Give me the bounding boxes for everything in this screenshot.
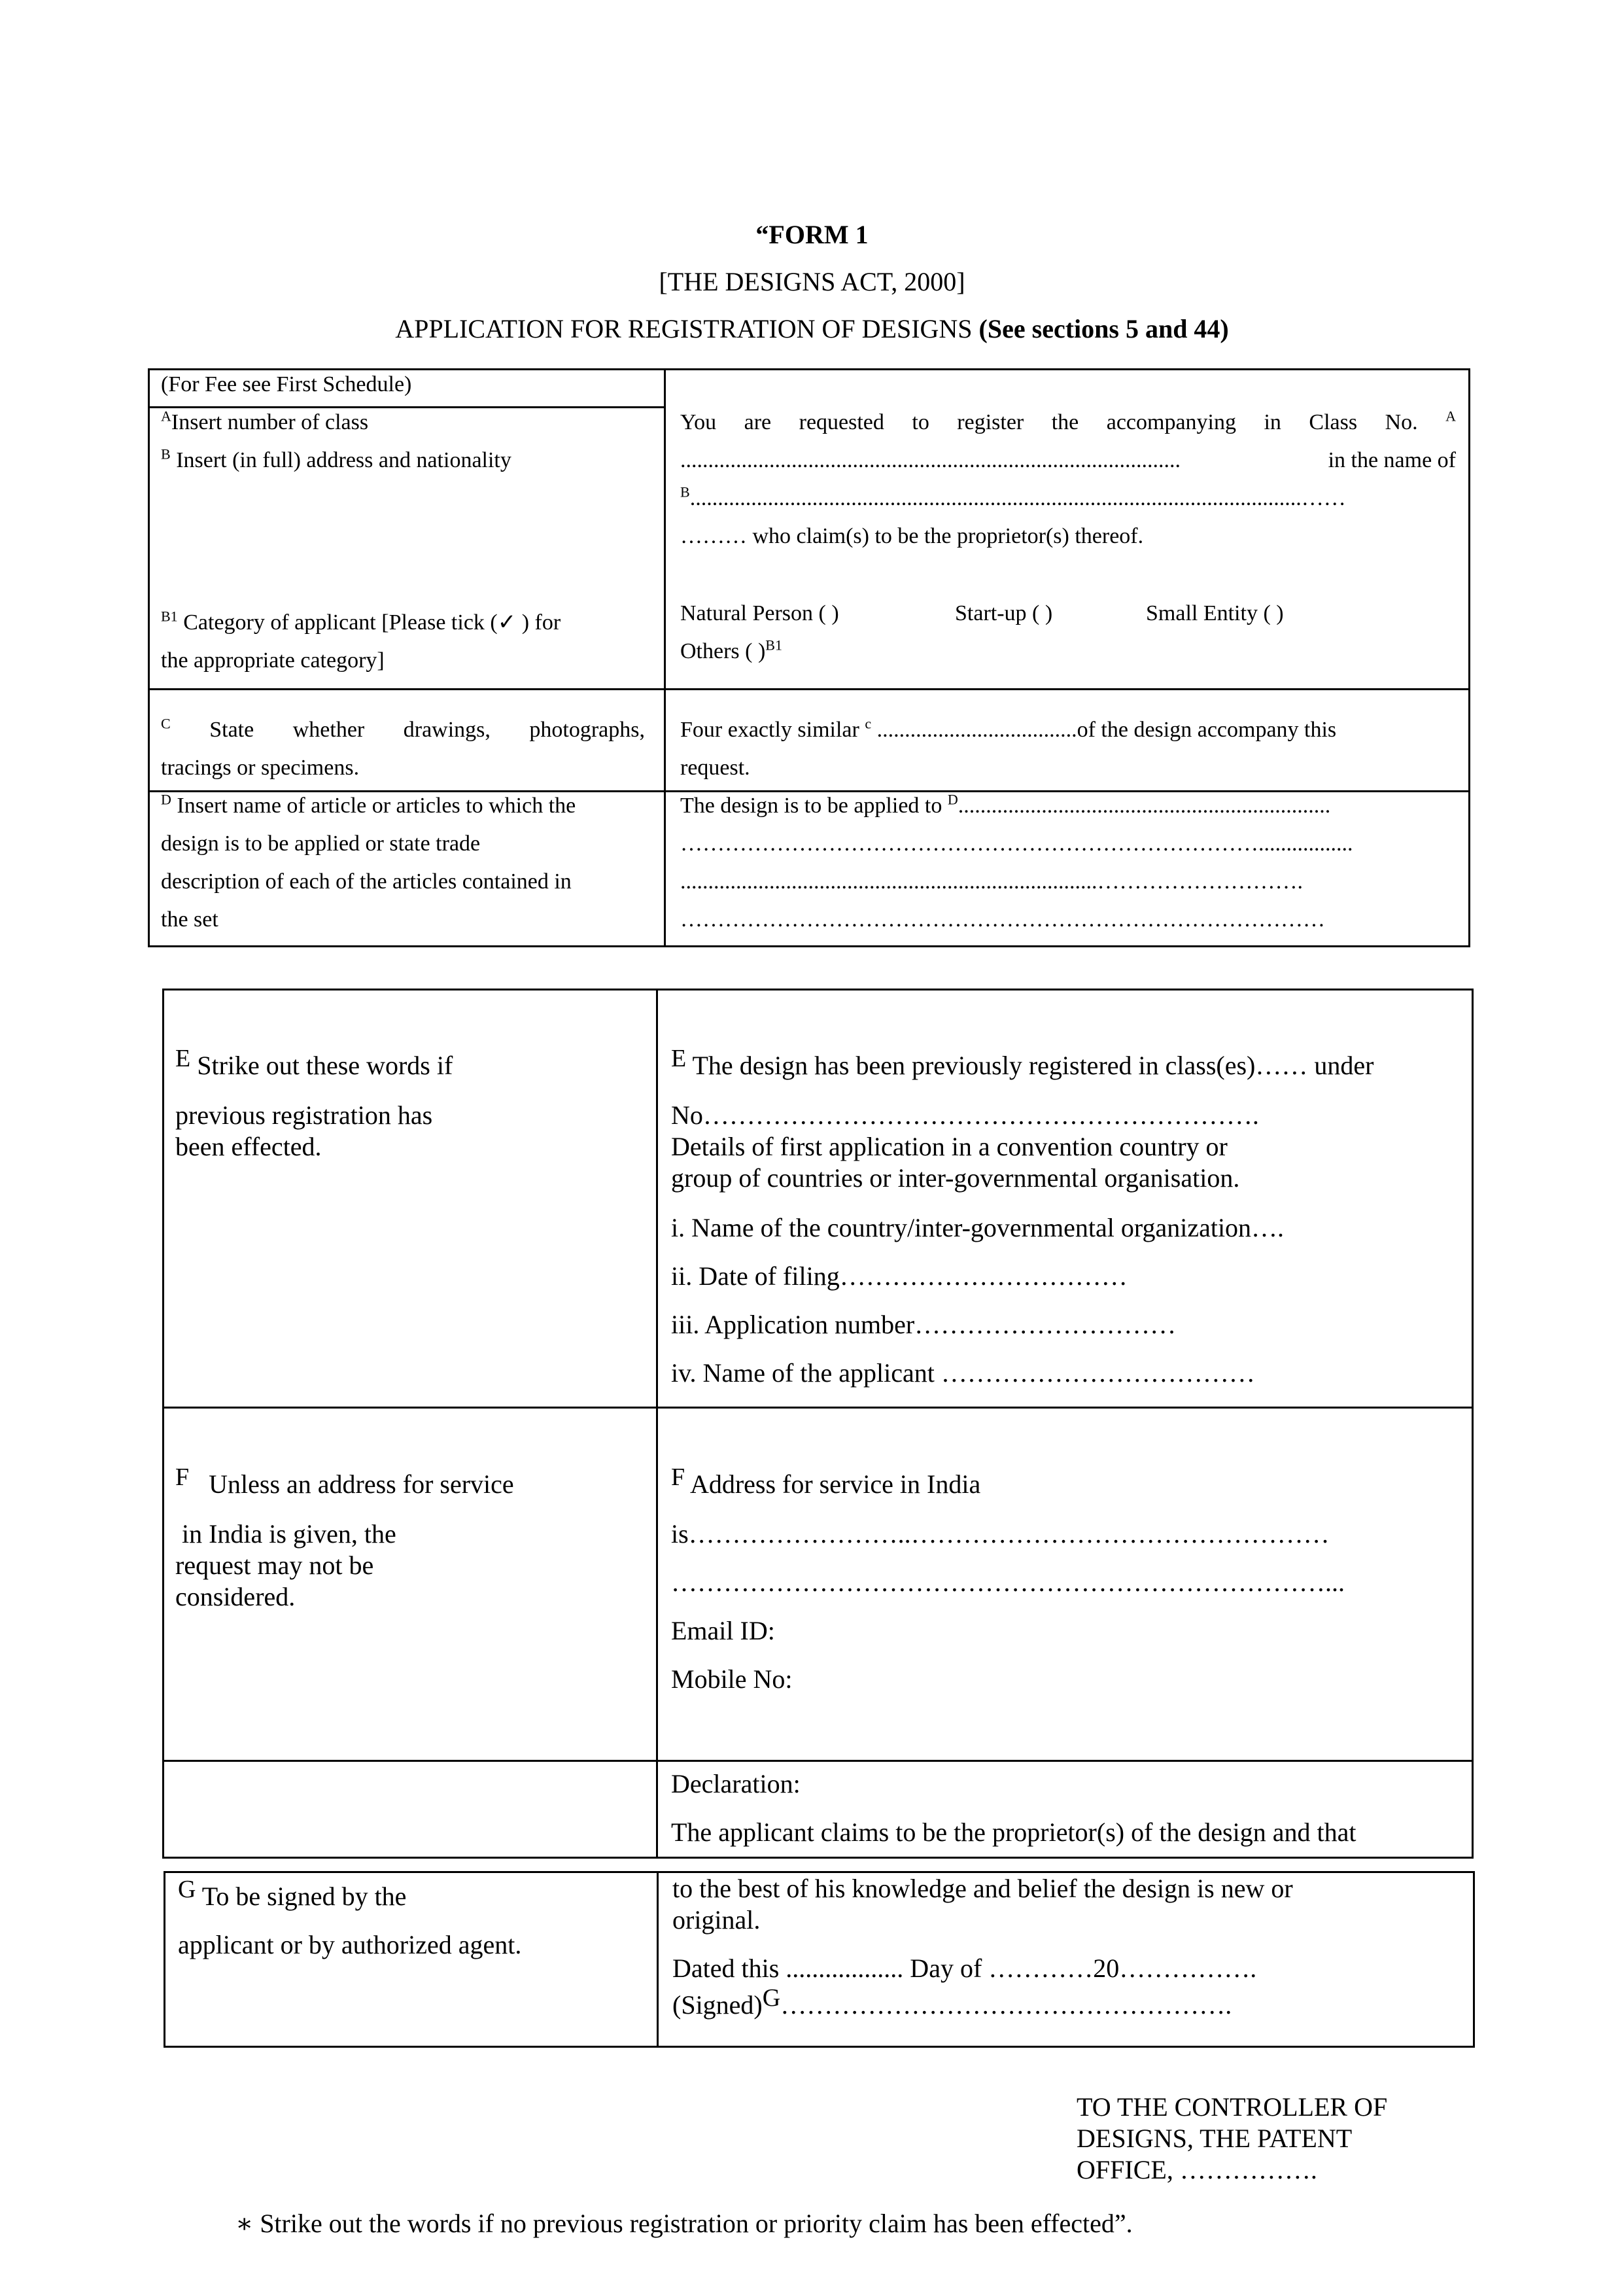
service-address-field-1[interactable]: is……………………..………………………………………… [671,1519,1330,1549]
drawings-line-2: request. [680,756,750,780]
convention-details-1: Details of first application in a convention country or [671,1132,1228,1161]
request-line-4: ……… who claim(s) to be the proprietor(s) thereof. [680,524,1144,548]
checkbox-natural-person[interactable]: Natural Person ( ) [680,601,839,625]
mobile-field[interactable]: Mobile No: [671,1664,793,1694]
addressee-line-3: OFFICE, ……………. [1077,2155,1317,2184]
email-field[interactable]: Email ID: [671,1616,775,1645]
declaration-label: Declaration: [671,1769,801,1798]
declaration-line-2: to the best of his knowledge and belief the design is new or [672,1874,1293,1903]
note-f-4: considered. [175,1582,296,1611]
declaration-line-1: The applicant claims to be the proprietor(s) of the design and that [671,1817,1356,1847]
checkbox-startup[interactable]: Start-up ( ) [955,601,1053,625]
note-g-1: G To be signed by the [178,1876,407,1911]
category-label-2: the appropriate category] [161,648,385,673]
note-d-1: $^D$ Insert name of article or articles to which the [161,791,576,818]
note-d-2: design is to be applied or state trade [161,832,481,856]
note-a: $^A$Insert number of class [161,408,369,434]
note-g-2: applicant or by authorized agent. [178,1930,522,1959]
checkbox-others[interactable]: Others ( )$^{B1}$ [680,637,782,663]
title-main: APPLICATION FOR REGISTRATION OF DESIGNS [395,314,973,343]
applicant-name-field[interactable]: iv. Name of the applicant ……………………………… [671,1358,1255,1388]
previous-registration-line: E The design has been previously registered in class(es)…… under [671,1045,1374,1080]
note-c-1: $^C$ State whether drawings, photographs, [161,715,645,742]
request-line-2: .......................................................................................... in the name of [680,446,1456,475]
act-title: [THE DESIGNS ACT, 2000] [659,267,965,296]
article-line-2: ……………………………………………………………………................. [680,832,1353,856]
addressee-line-1: TO THE CONTROLLER OF [1077,2092,1388,2122]
service-address-field-2[interactable]: …………………………………………………………………... [671,1568,1345,1597]
note-e-1: E Strike out these words if [175,1045,453,1080]
note-f-3: request may not be [175,1550,374,1580]
fee-note: (For Fee see First Schedule) [161,372,412,396]
article-line-4: …………………………………………………………………………… [680,907,1325,932]
request-line-3: $^B$..............................................................................................................…… [680,484,1346,510]
checkbox-small-entity[interactable]: Small Entity ( ) [1146,601,1284,625]
article-line-1: The design is to be applied to $^D$................................................................... [680,792,1331,818]
signature-field[interactable]: (Signed)G……………………………………………. [672,1984,1232,2020]
note-d-3: description of each of the articles contained in [161,869,572,894]
note-e-2: previous registration has [175,1100,433,1130]
application-number-field[interactable]: iii. Application number………………………… [671,1310,1177,1339]
note-f-2: in India is given, the [182,1519,396,1549]
article-line-3: ...........................................................................………………………. [680,869,1303,894]
note-b: $^B$ Insert (in full) address and nationality [161,446,511,472]
request-line-1: You are requested to register the accompanying in Class No. $^A$ [680,408,1457,434]
footnote: ∗ Strike out the words if no previous registration or priority claim has been effected”. [235,2209,1133,2238]
previous-registration-number: No………………………………………………………. [671,1100,1259,1130]
note-f-1: F Unless an address for service [175,1463,514,1499]
note-c-2: tracings or specimens. [161,756,360,780]
title-sections: (See sections 5 and 44) [978,314,1229,343]
country-name-field[interactable]: i. Name of the country/inter-governmental organization…. [671,1213,1285,1242]
form-number: “FORM 1 [755,220,869,249]
page-title [0,313,1624,345]
date-of-filing-field[interactable]: ii. Date of filing…………………………… [671,1261,1128,1291]
drawings-line-1: Four exactly similar $^c$ ....................................of the design accompany this [680,715,1337,742]
service-address-label: F Address for service in India [671,1463,981,1499]
addressee-line-2: DESIGNS, THE PATENT [1077,2124,1353,2153]
declaration-line-3: original. [672,1905,761,1935]
convention-details-2: group of countries or inter-governmental organisation. [671,1163,1240,1193]
note-e-3: been effected. [175,1132,322,1161]
category-label-1: $^{B1}$ Category of applicant [Please tick (✓ ) for [161,608,561,635]
note-d-4: the set [161,907,218,932]
dated-field[interactable]: Dated this .................. Day of …………20……………. [672,1953,1257,1983]
